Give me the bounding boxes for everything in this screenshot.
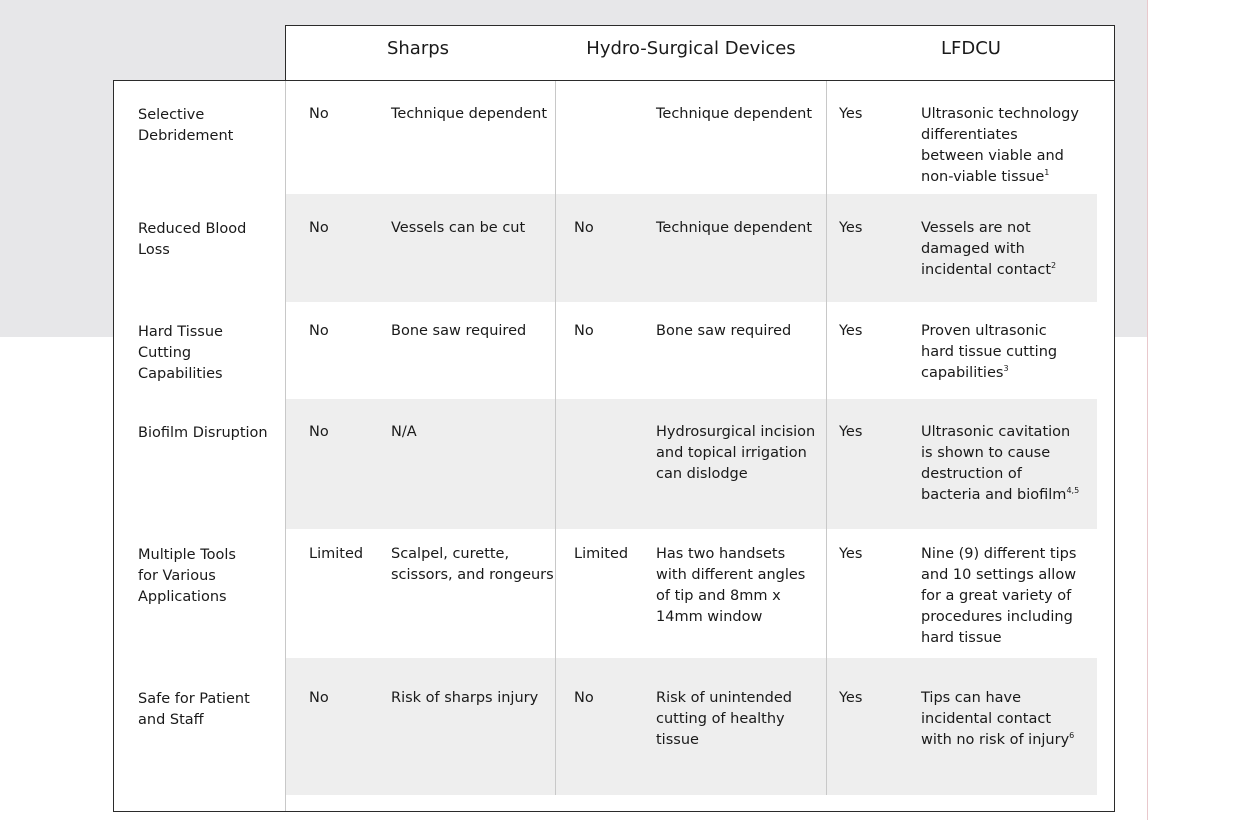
row-label-line: Cutting <box>138 345 192 361</box>
hydro-note <box>656 422 815 485</box>
table-bottom-padding <box>286 795 1097 811</box>
row-label-line: Applications <box>138 589 227 605</box>
sharps-answer <box>309 422 329 443</box>
hydro-answer <box>574 688 594 709</box>
lfdcu-note-line: for a great variety of <box>921 588 1072 604</box>
sharps-note-line: Scalpel, curette, <box>391 546 510 562</box>
row-label-line: Reduced Blood <box>138 221 247 237</box>
sharps-note-line: Bone saw required <box>391 323 527 339</box>
sharps-note <box>391 422 417 443</box>
lfdcu-answer <box>839 218 862 239</box>
hydro-answer <box>574 544 628 565</box>
lfdcu-note-line: destruction of <box>921 466 1022 482</box>
lfdcu-note-line: non-viable tissue$^1$ <box>921 168 1050 185</box>
column-divider <box>555 81 556 811</box>
lfdcu-answer <box>839 688 862 709</box>
lfdcu-answer <box>839 321 862 342</box>
sharps-note <box>391 321 526 342</box>
hydro-note-line: 14mm window <box>656 609 763 625</box>
row-label <box>138 219 246 261</box>
sharps-answer-line: No <box>309 690 329 706</box>
sharps-answer-line: No <box>309 323 329 339</box>
lfdcu-note-line: between viable and <box>921 148 1064 164</box>
sharps-note <box>391 688 538 709</box>
reference-number: 1 <box>1044 168 1050 177</box>
lfdcu-answer <box>839 422 862 443</box>
hydro-note-line: Hydrosurgical incision <box>656 424 816 440</box>
lfdcu-note <box>921 104 1079 188</box>
sharps-answer-line: No <box>309 106 329 122</box>
sharps-answer-line: Limited <box>309 546 364 562</box>
sharps-answer <box>309 321 329 342</box>
hydro-note-line: Bone saw required <box>656 323 792 339</box>
sharps-note-line: Vessels can be cut <box>391 220 526 236</box>
lfdcu-note-line: is shown to cause <box>921 445 1051 461</box>
lfdcu-note-line: procedures including <box>921 609 1073 625</box>
hydro-note-line: can dislodge <box>656 466 748 482</box>
lfdcu-note <box>921 218 1056 281</box>
lfdcu-note-line: Tips can have <box>921 690 1022 706</box>
column-divider <box>826 81 827 811</box>
hydro-note <box>656 104 812 125</box>
lfdcu-answer <box>839 544 862 565</box>
page-edge-line <box>1147 0 1148 820</box>
sharps-note <box>391 544 554 586</box>
hydro-answer <box>574 321 594 342</box>
lfdcu-note-line: hard tissue cutting <box>921 344 1058 360</box>
reference-number: 4,5 <box>1066 486 1080 495</box>
row-label-line: Multiple Tools <box>138 547 236 563</box>
hydro-note <box>656 218 812 239</box>
lfdcu-answer-line: Yes <box>839 106 863 122</box>
lfdcu-note <box>921 422 1079 506</box>
row-label <box>138 689 250 731</box>
hydro-note-line: tissue <box>656 732 699 748</box>
row-label <box>138 322 223 385</box>
row-label-line: Capabilities <box>138 366 223 382</box>
row-label-line: Hard Tissue <box>138 324 223 340</box>
lfdcu-note-line: differentiates <box>921 127 1018 143</box>
sharps-answer <box>309 544 363 565</box>
column-header-hydro-surgical: Hydro-Surgical Devices <box>586 38 796 59</box>
lfdcu-note-line: Ultrasonic cavitation <box>921 424 1071 440</box>
lfdcu-answer-line: Yes <box>839 220 863 236</box>
lfdcu-note <box>921 688 1074 751</box>
sharps-note <box>391 218 525 239</box>
lfdcu-note-line: with no risk of injury$^6$ <box>921 731 1075 748</box>
hydro-note <box>656 544 805 628</box>
lfdcu-answer <box>839 104 862 125</box>
reference-number: 3 <box>1003 364 1009 373</box>
lfdcu-answer-line: Yes <box>839 690 863 706</box>
sharps-note <box>391 104 547 125</box>
row-label <box>138 105 233 147</box>
lfdcu-answer-line: Yes <box>839 424 863 440</box>
sharps-note-line: N/A <box>391 424 417 440</box>
hydro-answer-line: No <box>574 323 594 339</box>
lfdcu-answer-line: Yes <box>839 323 863 339</box>
lfdcu-note-line: and 10 settings allow <box>921 567 1077 583</box>
hydro-answer-line: Limited <box>574 546 629 562</box>
lfdcu-note <box>921 321 1057 384</box>
hydro-note-line: of tip and 8mm x <box>656 588 781 604</box>
hydro-answer-line: No <box>574 690 594 706</box>
sharps-answer <box>309 218 329 239</box>
hydro-note-line: Risk of unintended <box>656 690 792 706</box>
lfdcu-note-line: incidental contact$^2$ <box>921 261 1057 278</box>
lfdcu-note-line: incidental contact <box>921 711 1052 727</box>
lfdcu-note-line: Vessels are not <box>921 220 1031 236</box>
lfdcu-note-line: Nine (9) different tips <box>921 546 1077 562</box>
hydro-answer <box>574 218 594 239</box>
hydro-note <box>656 688 792 751</box>
row-label <box>138 545 236 608</box>
sharps-answer-line: No <box>309 424 329 440</box>
row-label-line: Safe for Patient <box>138 691 250 707</box>
row-label-line: for Various <box>138 568 216 584</box>
sharps-answer-line: No <box>309 220 329 236</box>
row-label-line: Biofilm Disruption <box>138 425 268 441</box>
hydro-note-line: Has two handsets <box>656 546 786 562</box>
reference-number: 2 <box>1051 261 1057 270</box>
lfdcu-note-line: Ultrasonic technology <box>921 106 1079 122</box>
row-label-line: Selective <box>138 107 205 123</box>
sharps-note-line: Technique dependent <box>391 106 548 122</box>
row-label <box>138 423 268 444</box>
hydro-note-line: Technique dependent <box>656 220 813 236</box>
hydro-note-line: cutting of healthy <box>656 711 785 727</box>
hydro-note <box>656 321 791 342</box>
lfdcu-note-line: hard tissue <box>921 630 1002 646</box>
row-label-line: and Staff <box>138 712 204 728</box>
sharps-answer <box>309 104 329 125</box>
reference-number: 6 <box>1069 731 1075 740</box>
lfdcu-note-line: bacteria and biofilm$^{4,5}$ <box>921 486 1080 503</box>
lfdcu-note <box>921 544 1076 649</box>
hydro-note-line: with different angles <box>656 567 806 583</box>
lfdcu-note-line: capabilities$^3$ <box>921 364 1009 381</box>
row-label-line: Loss <box>138 242 170 258</box>
lfdcu-answer-line: Yes <box>839 546 863 562</box>
column-divider <box>285 81 286 811</box>
row-label-line: Debridement <box>138 128 234 144</box>
sharps-note-line: scissors, and rongeurs <box>391 567 554 583</box>
column-header-lfdcu: LFDCU <box>941 38 1001 59</box>
hydro-answer-line: No <box>574 220 594 236</box>
sharps-answer <box>309 688 329 709</box>
sharps-note-line: Risk of sharps injury <box>391 690 539 706</box>
lfdcu-note-line: damaged with <box>921 241 1025 257</box>
lfdcu-note-line: Proven ultrasonic <box>921 323 1047 339</box>
column-header-sharps: Sharps <box>386 38 450 59</box>
hydro-note-line: and topical irrigation <box>656 445 807 461</box>
hydro-note-line: Technique dependent <box>656 106 813 122</box>
